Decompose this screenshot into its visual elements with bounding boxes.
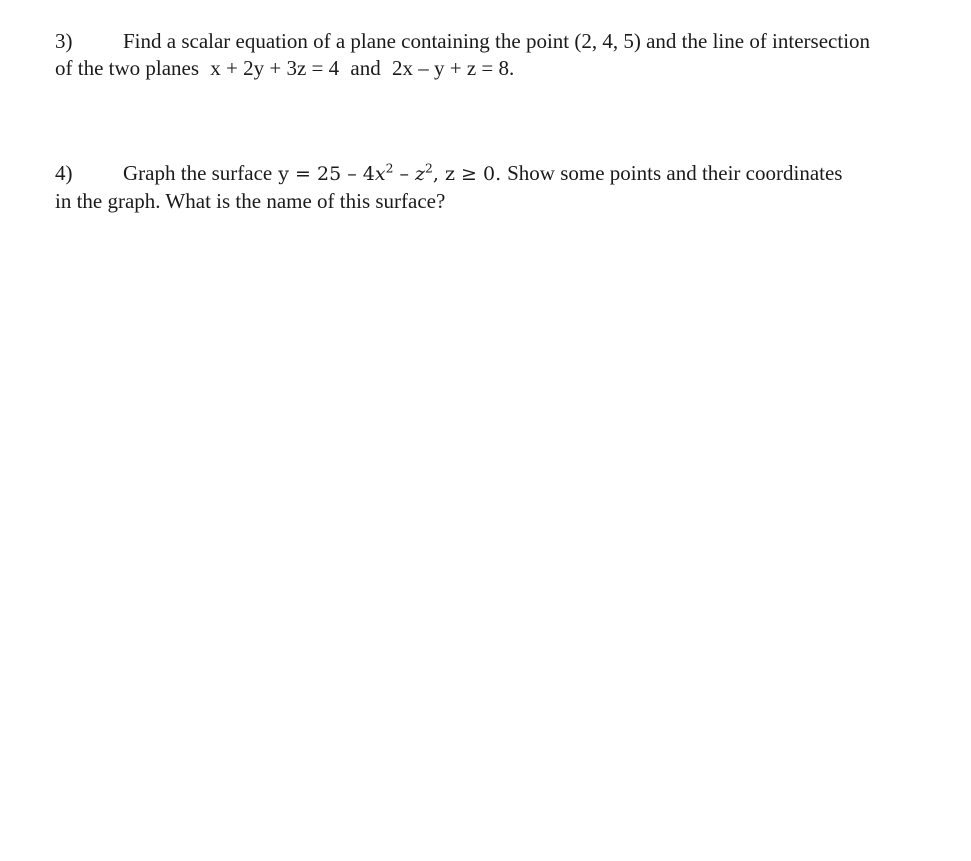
surface-minus: – [399, 163, 409, 185]
problem-4-prefix: Graph the surface [123, 161, 273, 185]
surface-exp-1: 2 [385, 161, 394, 176]
problem-3-line-2-prefix: of the two planes [55, 56, 200, 80]
problem-4-question: in the graph. What is the name of this surface? [55, 189, 446, 213]
problem-4-line-2 [55, 188, 945, 215]
connector-and: and [350, 56, 381, 80]
problem-4 [55, 160, 945, 215]
surface-condition: , z ≥ 0. [432, 163, 502, 185]
problem-4-line-1 [55, 160, 945, 188]
plane-equation-2: 2x – y + z = 8. [391, 56, 515, 80]
problem-3-line-2 [55, 55, 945, 82]
surface-var-x: x [374, 163, 386, 185]
problem-3-statement: Find a scalar equation of a plane containing the point (2, 4, 5) and the line of intersection [123, 29, 871, 53]
surface-var-z: z [415, 163, 426, 185]
problem-4-suffix: Show some points and their coordinates [507, 161, 843, 185]
problem-3-number: 3) [55, 29, 73, 53]
surface-equation [278, 163, 501, 185]
surface-exp-2: 2 [425, 161, 433, 176]
problem-4-number: 4) [55, 161, 73, 185]
plane-equation-1: x + 2y + 3z = 4 [210, 56, 340, 80]
problem-3-line-1 [55, 28, 945, 55]
problem-3 [55, 28, 945, 82]
surface-equation-lhs: y = 25 – 4 [278, 163, 375, 185]
